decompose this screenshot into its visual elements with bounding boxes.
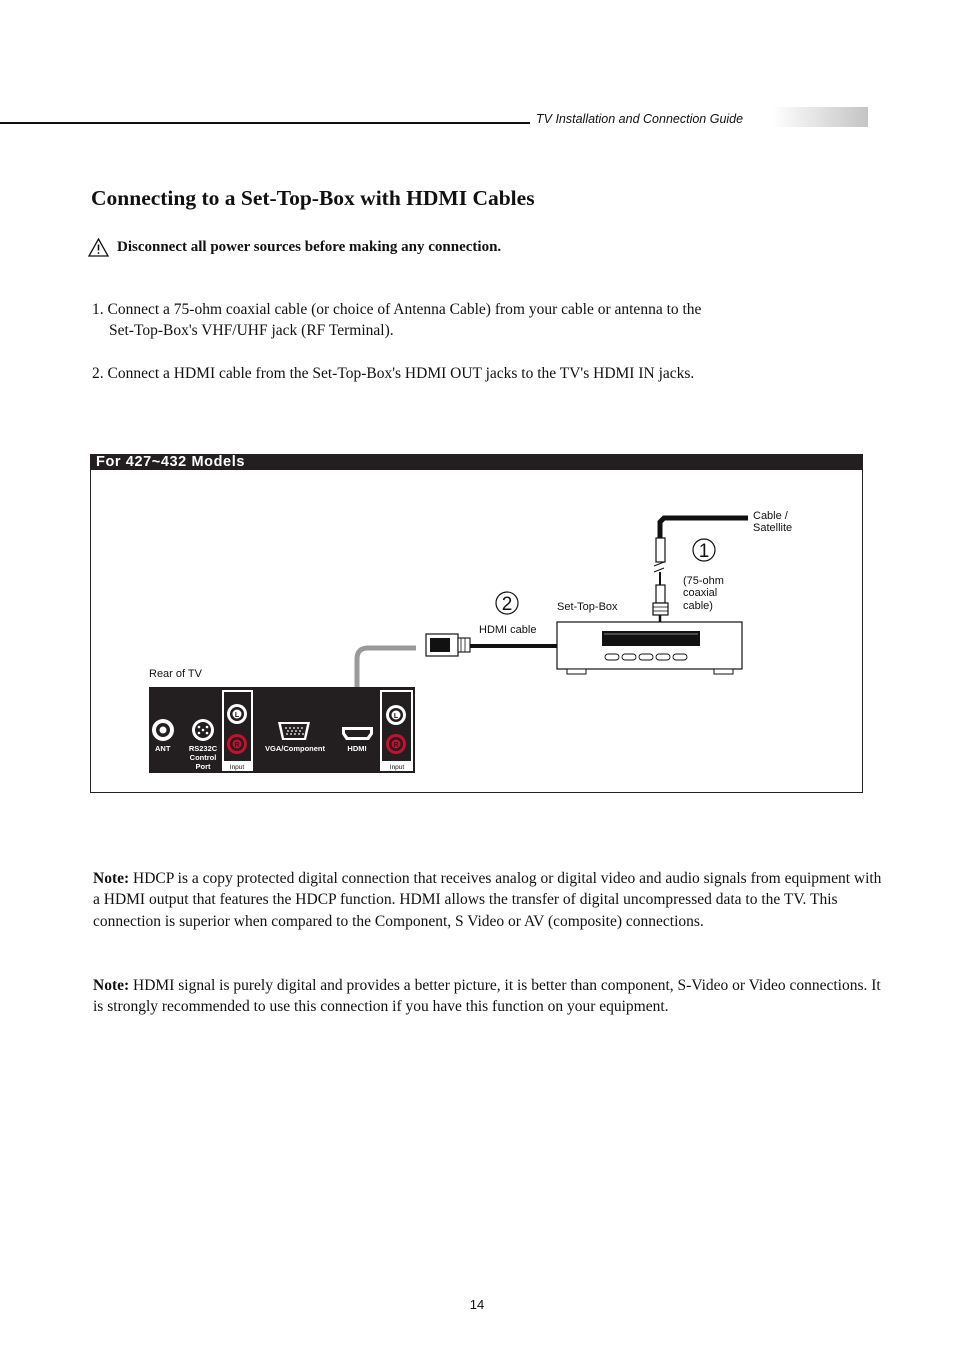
jack-r-letter: R [234,742,240,749]
cable-satellite-label-1: Cable / [753,510,788,522]
note-hdmi-signal [93,975,883,1018]
audio-r-jack-icon-2 [386,734,406,754]
note-2-label: Note: [93,977,130,994]
hdmi-port-icon [342,727,373,740]
step-2-line1: 2. Connect a HDMI cable from the Set-Top-Box's HDMI OUT jacks to the TV's HDMI IN jacks. [92,365,695,382]
rs232c-label-3: Port [195,762,211,771]
audio-r-jack-icon [227,734,247,754]
audio-l-jack-icon [227,704,247,724]
vga-component-label: VGA/Component [265,744,325,753]
rs232c-label-2: Control [189,753,217,762]
jack-l-letter-2: L [393,713,399,720]
ant-port-icon [152,719,174,741]
step-marker-2 [496,592,518,615]
cable-satellite-label-2: Satellite [753,522,793,534]
note-1-label: Note: [93,870,130,887]
marker-1-number: 1 [698,541,710,562]
coax-label-3: cable) [683,600,713,612]
page-number: 14 [469,1297,485,1312]
set-top-box [557,622,742,674]
ant-label: ANT [155,744,171,753]
audio-l-jack-icon-2 [386,705,406,725]
hdmi-cable-label: HDMI cable [479,624,537,636]
note-1-text: HDCP is a copy protected digital connection that receives analog or digital video and audio signals from equipment with a HDMI output that features the HDCP function. HDMI allows the transfer of digital uncompressed data to the TV. This connection is superior when compared to the Component, S Video or AV (composite) connections. [93,870,882,930]
hdmi-cable [426,634,557,656]
vga-port-icon [278,722,310,740]
rs232c-port-icon [192,719,214,741]
rear-of-tv-label: Rear of TV [149,668,202,680]
step-1-line1: 1. Connect a 75-ohm coaxial cable (or choice of Antenna Cable) from your cable or antenna to the [92,301,702,318]
input-left-label: Input [229,764,245,771]
step-marker-1 [693,539,715,562]
page-title: Connecting to a Set-Top-Box with HDMI Cables [91,186,535,210]
note-hdcp [93,868,883,932]
jack-l-letter: L [234,712,240,719]
tv-rear-panel [149,687,415,773]
header-title: TV Installation and Connection Guide [536,112,744,126]
coax-label-2: coaxial [683,587,718,599]
coax-label-1: (75-ohm [683,575,724,587]
diagram-banner: For 427~432 Models [90,454,863,470]
warning-text: Disconnect all power sources before making any connection. [117,239,502,255]
input-right-label: Input [389,764,405,771]
rs232c-label-1: RS232C [188,744,218,753]
hdmi-label: HDMI [347,744,367,753]
set-top-box-label: Set-Top-Box [557,601,618,613]
marker-2-number: 2 [501,594,513,615]
jack-r-letter-2: R [393,742,399,749]
note-2-text: HDMI signal is purely digital and provides a better picture, it is better than component, S-Video or Video connections. It is strongly recommended to use this connection if you have this function on your equipment. [93,977,881,1016]
step-1-line2: Set-Top-Box's VHF/UHF jack (RF Terminal). [109,322,394,339]
